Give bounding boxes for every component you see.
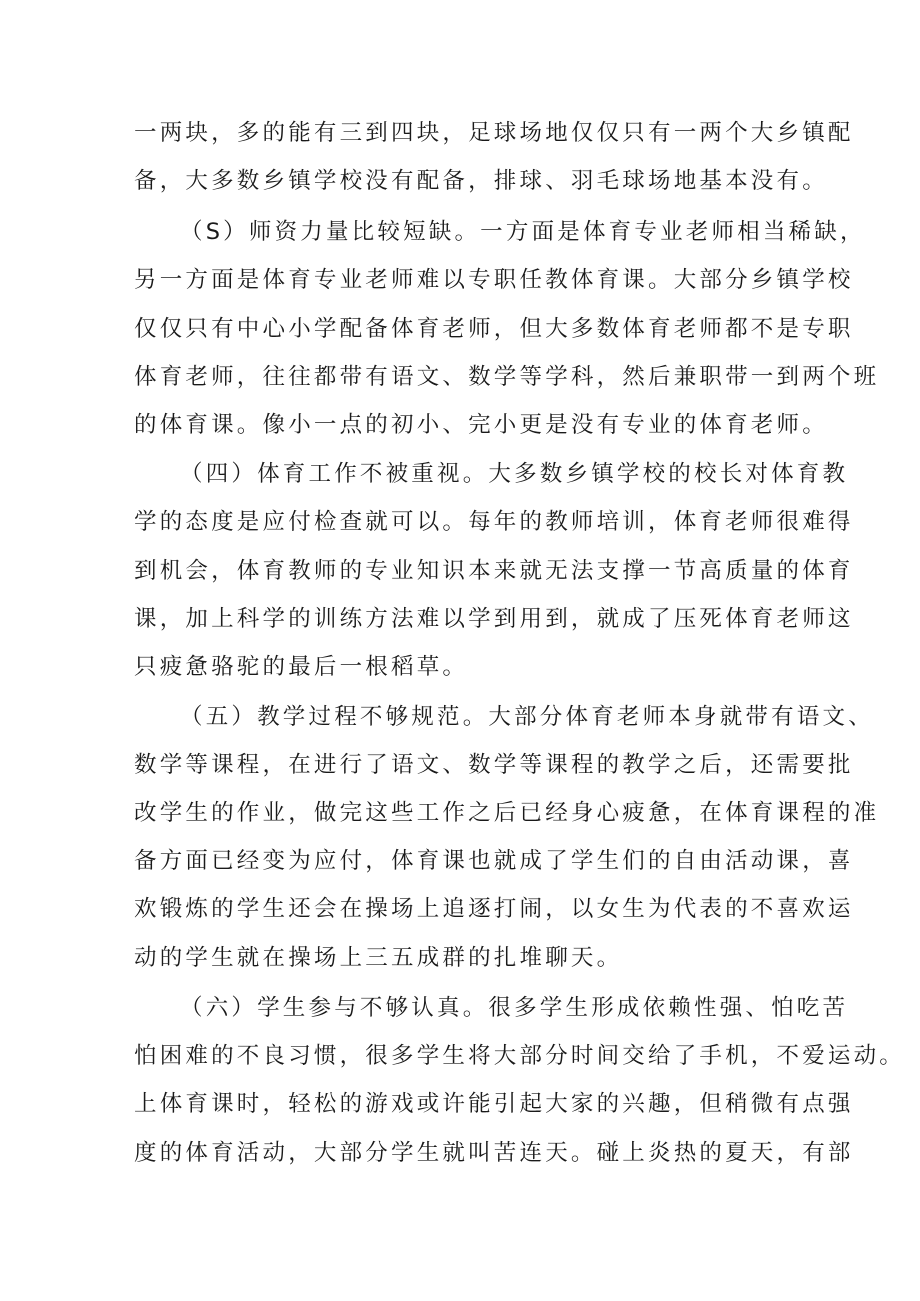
text-line: 课，加上科学的训练方法难以学到用到，就成了压死体育老师这 bbox=[134, 606, 854, 632]
text-line: 备方面已经变为应付，体育课也就成了学生们的自由活动课，喜 bbox=[134, 848, 854, 874]
text-line: 一两块，多的能有三到四块，足球场地仅仅只有一两个大乡镇配 bbox=[134, 120, 854, 146]
text-line: 学的态度是应付检查就可以。每年的教师培训，体育老师很难得 bbox=[134, 509, 854, 535]
text-line: 的体育课。像小一点的初小、完小更是没有专业的体育老师。 bbox=[134, 412, 828, 438]
text-line: 体育老师，往往都带有语文、数学等学科，然后兼职带一到两个班 bbox=[134, 364, 880, 390]
text-line: 到机会，体育教师的专业知识本来就无法支撑一节高质量的体育 bbox=[134, 558, 854, 584]
section-heading-line: （六）学生参与不够认真。很多学生形成依赖性强、怕吃苦 bbox=[180, 995, 849, 1021]
text-line: 上体育课时，轻松的游戏或许能引起大家的兴趣，但稍微有点强 bbox=[134, 1091, 854, 1117]
text-line: 怕困难的不良习惯，很多学生将大部分时间交给了手机，不爱运动。 bbox=[134, 1043, 906, 1069]
section-heading-line: （四）体育工作不被重视。大多数乡镇学校的校长对体育教 bbox=[180, 461, 849, 487]
text-line: 度的体育活动，大部分学生就叫苦连天。碰上炎热的夏天，有部 bbox=[134, 1140, 854, 1166]
text-line: 改学生的作业，做完这些工作之后已经身心疲惫，在体育课程的准 bbox=[134, 800, 880, 826]
text-line: 仅仅只有中心小学配备体育老师，但大多数体育老师都不是专职 bbox=[134, 316, 854, 342]
text-line: 数学等课程，在进行了语文、数学等课程的教学之后，还需要批 bbox=[134, 752, 854, 778]
section-heading-line: （S）师资力量比较短缺。一方面是体育专业老师相当稀缺， bbox=[180, 219, 866, 245]
text-line: 另一方面是体育专业老师难以专职任教体育课。大部分乡镇学校 bbox=[134, 267, 854, 293]
text-line: 备，大多数乡镇学校没有配备，排球、羽毛球场地基本没有。 bbox=[134, 168, 828, 194]
text-line: 只疲惫骆驼的最后一根稻草。 bbox=[134, 654, 469, 680]
section-heading-line: （五）教学过程不够规范。大部分体育老师本身就带有语文、 bbox=[180, 704, 874, 730]
text-line: 动的学生就在操场上三五成群的扎堆聊天。 bbox=[134, 945, 623, 971]
text-line: 欢锻炼的学生还会在操场上追逐打闹，以女生为代表的不喜欢运 bbox=[134, 896, 854, 922]
